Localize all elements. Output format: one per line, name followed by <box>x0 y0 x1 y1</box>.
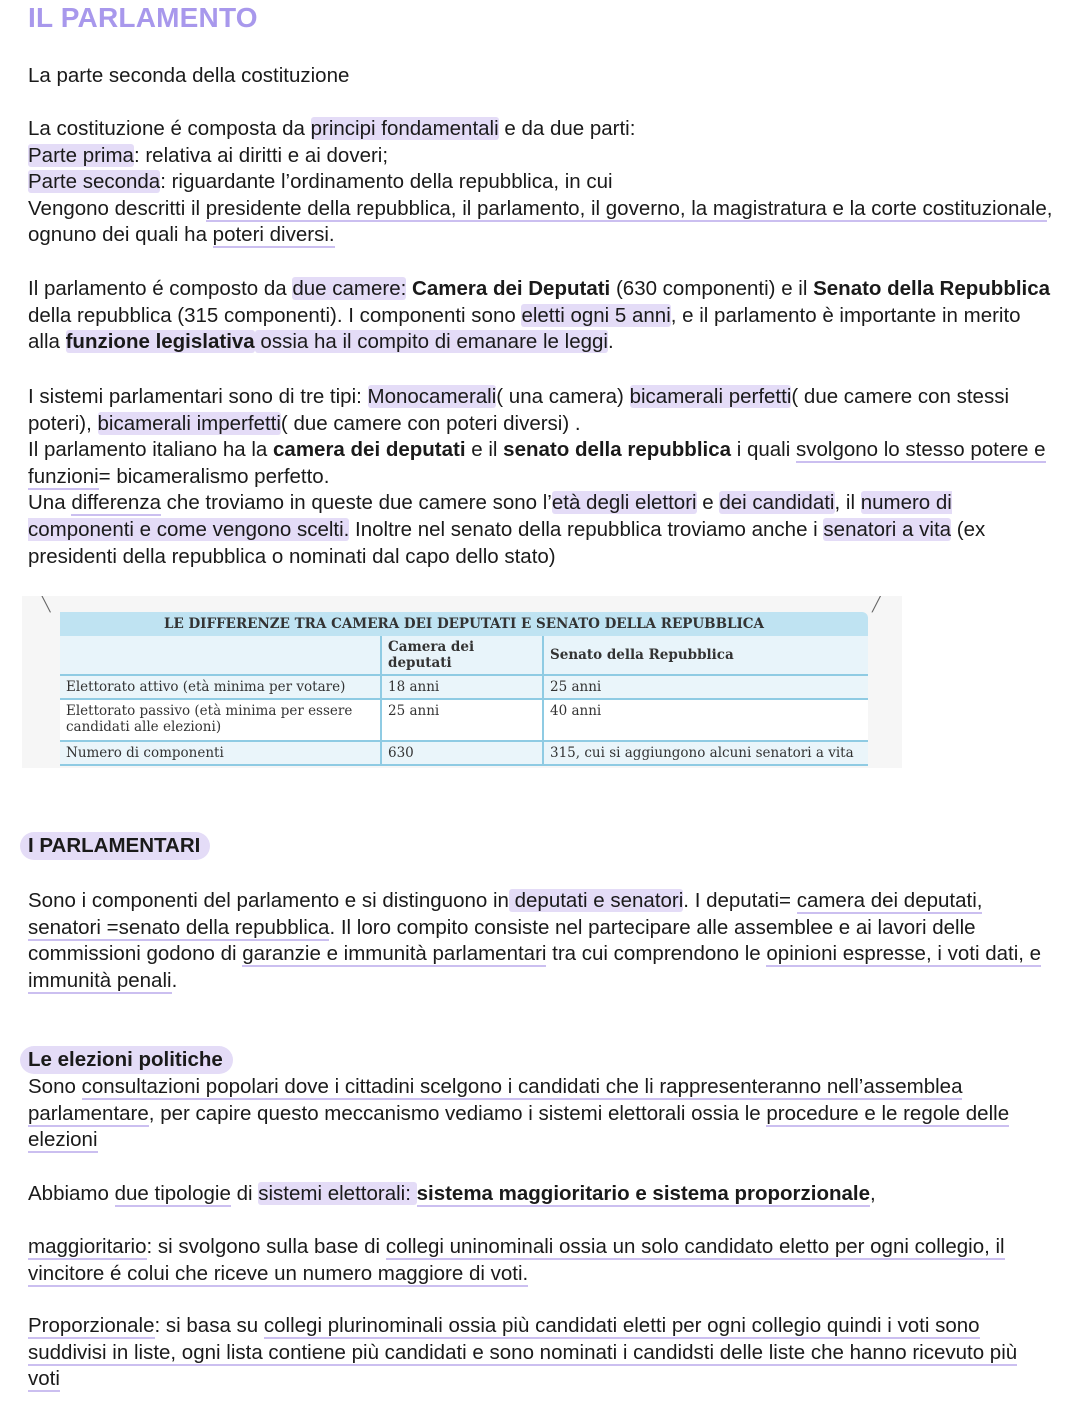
line-composizione: La costituzione é composta da principi fondamentali e da due parti: <box>28 117 636 140</box>
table-header-cell: Camera dei deputati <box>381 636 543 675</box>
table-row <box>60 741 868 765</box>
section-subtitle: La parte seconda della costituzione <box>28 64 350 87</box>
page-title: IL PARLAMENTO <box>28 2 258 33</box>
table-cell: 40 anni <box>543 699 868 741</box>
paragraph-sistemi-elettorali: Abbiamo due tipologie di sistemi elettorali: sistema maggioritario e sistema proporzionale, <box>28 1182 876 1205</box>
paragraph-camere: Il parlamento é composto da due camere: Camera dei Deputati (630 componenti) e il Senato della Repubblica della repubblica (315 componenti). I componenti sono eletti ogni 5 anni, e il parlamento è importante in merito alla funzione legislativa ossia ha il compito di emanare le leggi. <box>28 277 1051 354</box>
table-row <box>60 675 868 699</box>
paragraph-sistemi-parlamentari <box>28 384 1053 570</box>
table-cell: 630 <box>381 741 543 765</box>
table-caption: LE DIFFERENZE TRA CAMERA DEI DEPUTATI E SENATO DELLA REPUBBLICA <box>60 612 868 636</box>
heading-parlamentari: I PARLAMENTARI <box>20 832 210 860</box>
paragraph-parlamentari: Sono i componenti del parlamento e si distinguono in deputati e senatori. I deputati= camera dei deputati, senatori =senato della repubblica. Il loro compito consiste nel partecipare alle assemblee e ai lavori delle commissioni godono di garanzie e immunità parlamentari tra cui comprendono le opinioni espresse, i voti dati, e immunità penali. <box>28 889 1042 992</box>
table-cell: 18 anni <box>381 675 543 699</box>
table-header-cell <box>60 636 381 675</box>
table-cell: Elettorato passivo (età minima per essere candidati alle elezioni) <box>60 699 381 741</box>
table-cell: Elettorato attivo (età minima per votare) <box>60 675 381 699</box>
heading-elezioni: Le elezioni politiche <box>20 1046 233 1074</box>
line-organi: Vengono descritti il presidente della repubblica, il parlamento, il governo, la magistratura e la corte costituzionale, ognuno dei quali ha poteri diversi. <box>28 196 1053 247</box>
table-cell: Numero di componenti <box>60 741 381 765</box>
table-cell: 315, cui si aggiungono alcuni senatori a vita <box>543 741 868 765</box>
paragraph-elezioni: Sono consultazioni popolari dove i cittadini scelgono i candidati che li rappresenteranno nell’assemblea parlamentare, per capire questo meccanismo vediamo i sistemi elettorali ossia le procedure e le regole delle elezioni <box>28 1075 1010 1152</box>
line-parte-prima: Parte prima: relativa ai diritti e ai doveri; <box>28 143 389 167</box>
line-tipi: I sistemi parlamentari sono di tre tipi: Monocamerali( una camera) bicamerali perfetti( due camere con stessi poteri), bicamerali imperfetti( due camere con poteri diversi) . <box>28 385 1010 435</box>
table-cell: 25 anni <box>381 699 543 741</box>
line-differenze: Una differenza che troviamo in queste due camere sono l’età degli elettori e dei candidati, il numero di componenti e come vengono scelti. Inoltre nel senato della repubblica troviamo anche i senatori a vita (ex presidenti della repubblica o nominati dal capo dello stato) <box>28 491 986 568</box>
comparison-table-image <box>22 596 902 768</box>
crop-corner-icon: ╱ <box>872 596 881 612</box>
comparison-table <box>60 612 868 766</box>
line-bicameralismo: Il parlamento italiano ha la camera dei deputati e il senato della repubblica i quali svolgono lo stesso potere e funzioni= bicameralismo perfetto. <box>28 438 1046 488</box>
table-header-row <box>60 636 868 675</box>
table-row <box>60 699 868 741</box>
crop-corner-icon: ╲ <box>42 596 51 612</box>
line-parte-seconda: Parte seconda: riguardante l’ordinamento della repubblica, in cui <box>28 170 613 194</box>
paragraph-costituzione <box>28 116 1053 249</box>
paragraph-maggioritario: maggioritario: si svolgono sulla base di collegi uninominali ossia un solo candidato eletto per ogni collegio, il vincitore é colui che riceve un numero maggiore di voti. <box>28 1235 1005 1285</box>
paragraph-proporzionale: Proporzionale: si basa su collegi plurinominali ossia più candidati eletti per ogni collegio quindi i voti sono suddivisi in liste, ogni lista contiene più candidati e sono nominati i candidsti delle liste che hanno ricevuto più voti <box>28 1314 1018 1391</box>
table-cell: 25 anni <box>543 675 868 699</box>
table-header-cell: Senato della Repubblica <box>543 636 868 675</box>
